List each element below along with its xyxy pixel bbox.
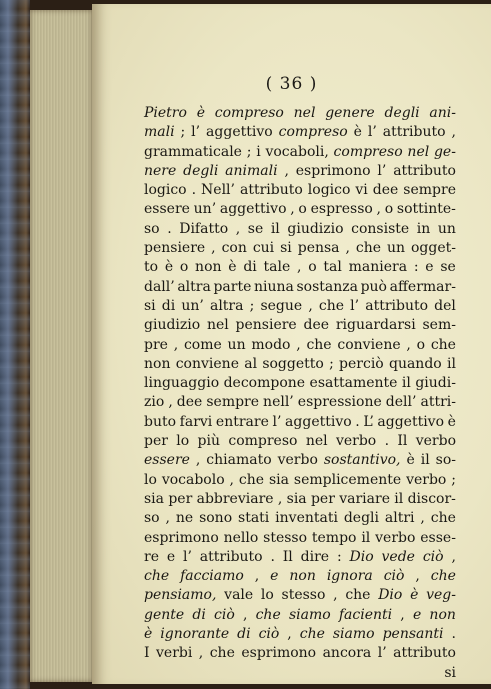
word: vocabolo — [161, 471, 225, 488]
word: l’ — [191, 124, 201, 141]
word: di — [161, 297, 176, 314]
word: l’ — [350, 297, 360, 314]
word: essere — [144, 201, 190, 218]
word: , — [400, 606, 405, 623]
word: verbo — [335, 433, 377, 450]
book-binding — [0, 0, 30, 689]
word: che — [355, 240, 382, 257]
word: è — [144, 626, 153, 643]
word: riguardarsi — [335, 317, 416, 334]
word: esse- — [420, 529, 456, 546]
word: Il — [397, 433, 408, 450]
word: sia — [286, 490, 307, 507]
word: è — [228, 259, 237, 276]
text-line — [144, 413, 456, 432]
word: zio — [144, 394, 165, 411]
word: to — [144, 259, 159, 276]
word: può — [360, 278, 387, 295]
word: il — [270, 220, 280, 237]
word: o — [384, 201, 394, 218]
text-line — [144, 374, 456, 393]
word: ciò — [258, 626, 280, 643]
word: degli — [343, 510, 380, 527]
word: I — [144, 645, 150, 662]
word: degli — [384, 105, 420, 121]
text-line — [144, 432, 456, 451]
word: dell’ — [385, 394, 417, 411]
word: il — [420, 452, 430, 469]
word: , — [198, 645, 204, 662]
word: ancora — [322, 645, 372, 662]
word: Dio — [349, 548, 374, 565]
word: l’ — [377, 645, 387, 662]
text-line — [144, 162, 456, 181]
word: sono — [199, 510, 233, 527]
word: , — [254, 568, 260, 585]
text-line — [144, 278, 456, 297]
word: genere — [325, 105, 375, 121]
word: di — [237, 626, 251, 643]
word: mali — [144, 124, 175, 141]
word: ignorante — [160, 626, 230, 643]
word: compreso — [333, 143, 403, 160]
word: più — [197, 433, 221, 450]
word: , — [168, 394, 173, 411]
word: ignora — [326, 568, 373, 585]
word: semplicemente — [293, 471, 402, 488]
word: pensiere — [235, 317, 297, 334]
word: altri — [384, 510, 415, 527]
word: o — [298, 201, 307, 218]
word: pre — [144, 336, 168, 353]
word: al — [244, 355, 258, 372]
word: che — [306, 336, 332, 353]
word: giudi- — [415, 375, 456, 392]
word: logico — [144, 182, 187, 199]
word: l’ — [183, 548, 192, 565]
word: ; — [329, 355, 334, 372]
text-line — [144, 393, 456, 412]
text-line — [144, 606, 456, 625]
word: ne — [175, 510, 194, 527]
word: attributo — [239, 182, 303, 199]
text-line — [144, 586, 456, 605]
word: un’ — [181, 297, 204, 314]
word: , — [165, 510, 170, 527]
text-line — [144, 123, 456, 142]
page-number: ( 36 ) — [265, 74, 318, 94]
word: entrare — [215, 413, 269, 430]
word: aggettivo — [219, 201, 287, 218]
word: linguaggio — [144, 375, 220, 392]
word: per — [310, 490, 335, 507]
word: per — [168, 490, 193, 507]
word: , — [290, 201, 295, 218]
word: dire — [300, 548, 330, 565]
word: tale — [263, 259, 291, 276]
word: che — [430, 336, 456, 353]
word: , — [333, 587, 338, 604]
word: niuna — [253, 278, 294, 295]
word: nel — [407, 143, 430, 160]
word: quando — [388, 355, 442, 372]
word: , — [451, 124, 456, 141]
word: , — [277, 490, 283, 507]
word: : — [413, 259, 419, 276]
word: è — [353, 124, 362, 141]
word: esprimono — [241, 645, 317, 662]
word: ; — [180, 124, 186, 141]
text-line — [144, 336, 456, 355]
text-line — [144, 625, 456, 644]
word: sempre — [403, 182, 456, 199]
word: . — [270, 548, 275, 565]
word: non — [144, 355, 171, 372]
text-line — [144, 220, 456, 239]
word: sostanza — [296, 278, 358, 295]
word: aggettivo — [285, 413, 352, 430]
word: compreso — [214, 105, 284, 121]
word: facciamo — [180, 568, 244, 585]
word: buto — [144, 413, 177, 430]
word: . — [451, 626, 456, 643]
word: attri- — [420, 394, 456, 411]
word: nel — [206, 317, 229, 334]
word: so — [144, 220, 160, 237]
word: conviene — [175, 355, 239, 372]
word: soggetto — [262, 355, 324, 372]
word: che — [299, 626, 325, 643]
word: variare — [339, 490, 390, 507]
word: di — [243, 259, 257, 276]
word: lo — [144, 471, 157, 488]
word: animali — [225, 162, 278, 179]
word: , — [308, 297, 313, 314]
word: siamo — [288, 606, 331, 623]
word: grammaticale — [144, 143, 242, 160]
word: attributo — [199, 548, 263, 565]
word: dall’ — [144, 278, 175, 295]
word: l’ — [272, 413, 282, 430]
word: lo — [260, 587, 274, 604]
word: il — [401, 375, 411, 392]
word: affermar- — [389, 278, 456, 295]
word: attributo — [365, 297, 429, 314]
word: si — [144, 297, 156, 314]
word: verbo — [406, 471, 447, 488]
word: un — [227, 336, 246, 353]
word: pensa — [297, 240, 340, 257]
word: e — [425, 259, 434, 276]
word: , — [415, 568, 420, 585]
word: non — [289, 568, 316, 585]
word: nell’ — [263, 394, 294, 411]
page-edges — [30, 10, 92, 682]
word: ogget- — [411, 240, 456, 257]
word: espressione — [297, 394, 382, 411]
word: essere — [144, 452, 190, 469]
word: vale — [224, 587, 254, 604]
word: o — [308, 259, 317, 276]
word: . — [191, 182, 197, 199]
word: stati — [238, 510, 270, 527]
word: lo — [176, 433, 190, 450]
word: , — [345, 240, 350, 257]
word: attributo — [393, 645, 456, 662]
word: L’ — [363, 413, 374, 430]
word: o — [179, 259, 189, 276]
word: , — [173, 336, 179, 353]
word: stesso — [281, 587, 326, 604]
word: e — [270, 568, 279, 585]
word: compreso — [278, 124, 348, 141]
word: : — [336, 548, 342, 565]
word: o — [416, 336, 426, 353]
word: con — [221, 240, 247, 257]
text-line — [144, 644, 456, 663]
word: degli — [183, 162, 219, 179]
word: tal — [323, 259, 342, 276]
word: del — [434, 297, 456, 314]
word: sostantivo, — [323, 452, 401, 469]
word: il — [361, 529, 371, 546]
word: , — [420, 510, 425, 527]
word: , — [287, 626, 292, 643]
word: verbo — [375, 529, 416, 546]
word: , — [406, 336, 411, 353]
text-line — [144, 104, 456, 123]
word: è — [406, 452, 415, 469]
word: cui — [252, 240, 275, 257]
page — [92, 4, 491, 684]
word: , — [195, 452, 201, 469]
text-line — [144, 258, 456, 277]
word: sia — [268, 471, 289, 488]
word: sia — [144, 490, 165, 507]
word: esprimono — [144, 529, 219, 546]
word: aggettivo — [206, 124, 273, 141]
word: farvi — [179, 413, 213, 430]
word: so- — [435, 452, 456, 469]
word: chiamato — [206, 452, 272, 469]
word: inventati — [275, 510, 338, 527]
word: non — [429, 606, 456, 623]
word: nel — [305, 433, 328, 450]
word: che — [209, 645, 235, 662]
word: Difatto — [179, 220, 229, 237]
word: il — [446, 355, 456, 372]
word: decompone — [223, 375, 306, 392]
word: consiste — [351, 220, 410, 237]
word: segue — [260, 297, 303, 314]
body-text — [144, 104, 456, 683]
text-line — [144, 529, 456, 548]
word: modo — [251, 336, 291, 353]
word: un’ — [193, 201, 217, 218]
word: è — [447, 413, 456, 430]
word: giudizio — [287, 220, 344, 237]
word: l’ — [367, 124, 377, 141]
text-line — [144, 316, 456, 335]
word: nere — [144, 162, 177, 179]
word: ; — [246, 143, 252, 160]
word: di — [192, 606, 206, 623]
text-line — [144, 451, 456, 470]
word: che — [345, 587, 371, 604]
word: tempo — [311, 529, 357, 546]
word: verbo — [277, 452, 318, 469]
word: l’ — [377, 162, 387, 179]
word: gente — [144, 606, 185, 623]
word: Pietro — [144, 105, 187, 121]
word: giudizio — [144, 317, 201, 334]
text-line — [144, 200, 456, 219]
word: re — [144, 548, 159, 565]
word: un — [437, 220, 456, 237]
word: pensiamo, — [144, 587, 217, 604]
word: , — [284, 162, 289, 179]
word: un — [387, 240, 406, 257]
word: altra — [177, 278, 211, 295]
word: attributo — [382, 124, 446, 141]
word: che — [430, 510, 456, 527]
word: stesso — [263, 529, 308, 546]
text-line — [144, 471, 456, 490]
word: dee — [176, 394, 203, 411]
word: nello — [223, 529, 259, 546]
word: aggettivo — [377, 413, 445, 430]
word: che — [255, 606, 281, 623]
word: esattamente — [309, 375, 398, 392]
catchword-text: si — [444, 664, 456, 681]
text-line — [144, 355, 456, 374]
word: altra — [209, 297, 244, 314]
word: pensiere — [144, 240, 206, 257]
word: nel — [293, 105, 316, 121]
word: facienti — [338, 606, 393, 623]
word: discor- — [407, 490, 456, 507]
word: Dio — [378, 587, 403, 604]
word: per — [144, 433, 168, 450]
word: ; — [249, 297, 255, 314]
word: abbreviare — [196, 490, 274, 507]
word: vede — [381, 548, 415, 565]
text-line — [144, 548, 456, 567]
word: se — [440, 259, 456, 276]
word: . — [384, 433, 390, 450]
word: , — [235, 220, 241, 237]
word: in — [416, 220, 431, 237]
word: sem- — [422, 317, 456, 334]
word: dee — [372, 182, 399, 199]
text-line — [144, 181, 456, 200]
word: verbi — [156, 645, 193, 662]
word: Nell’ — [201, 182, 235, 199]
word: pensanti — [382, 626, 444, 643]
word: ; — [451, 471, 456, 488]
word: siamo — [332, 626, 375, 643]
text-line — [144, 509, 456, 528]
word: i — [256, 143, 261, 160]
word: , — [297, 259, 302, 276]
word: è — [410, 587, 419, 604]
word: , — [376, 201, 381, 218]
word: Il — [282, 548, 293, 565]
word: , — [242, 606, 248, 623]
word: vocaboli, — [265, 143, 329, 160]
word: il — [394, 490, 404, 507]
word: non — [195, 259, 222, 276]
word: ciò — [214, 606, 235, 623]
text-line — [144, 490, 456, 509]
word: espresso — [310, 201, 373, 218]
text-line — [144, 567, 456, 586]
word: ciò — [422, 548, 444, 565]
word: so — [144, 510, 160, 527]
word: , — [296, 336, 301, 353]
word: sottinte- — [396, 201, 456, 218]
word: , — [229, 471, 234, 488]
word: . — [167, 220, 172, 237]
word: vi — [355, 182, 368, 199]
word: si — [280, 240, 292, 257]
word: ge- — [433, 143, 456, 160]
word: che — [144, 568, 170, 585]
word: se — [247, 220, 264, 237]
word: , — [211, 240, 216, 257]
word: che — [318, 297, 345, 314]
word: maniera — [348, 259, 408, 276]
word: ani- — [429, 105, 456, 121]
word: parte — [213, 278, 252, 295]
word: che — [238, 471, 265, 488]
word: attributo — [393, 162, 456, 179]
word: che — [430, 568, 456, 585]
text-line — [144, 239, 456, 258]
word: veg- — [426, 587, 456, 604]
word: perciò — [339, 355, 384, 372]
word: dee — [303, 317, 330, 334]
word: compreso — [228, 433, 298, 450]
text-line — [144, 143, 456, 162]
word: logico — [307, 182, 351, 199]
word: conviene — [337, 336, 401, 353]
word: sempre — [206, 394, 260, 411]
word: è — [164, 259, 174, 276]
word: esprimono — [295, 162, 371, 179]
word: ciò — [383, 568, 405, 585]
word: è — [196, 105, 205, 121]
word: e — [166, 548, 176, 565]
word: , — [451, 548, 456, 565]
word: verbo — [415, 433, 456, 450]
word: . — [355, 413, 360, 430]
text-line — [144, 297, 456, 316]
catchword — [144, 664, 456, 683]
word: e — [412, 606, 422, 623]
word: come — [183, 336, 222, 353]
